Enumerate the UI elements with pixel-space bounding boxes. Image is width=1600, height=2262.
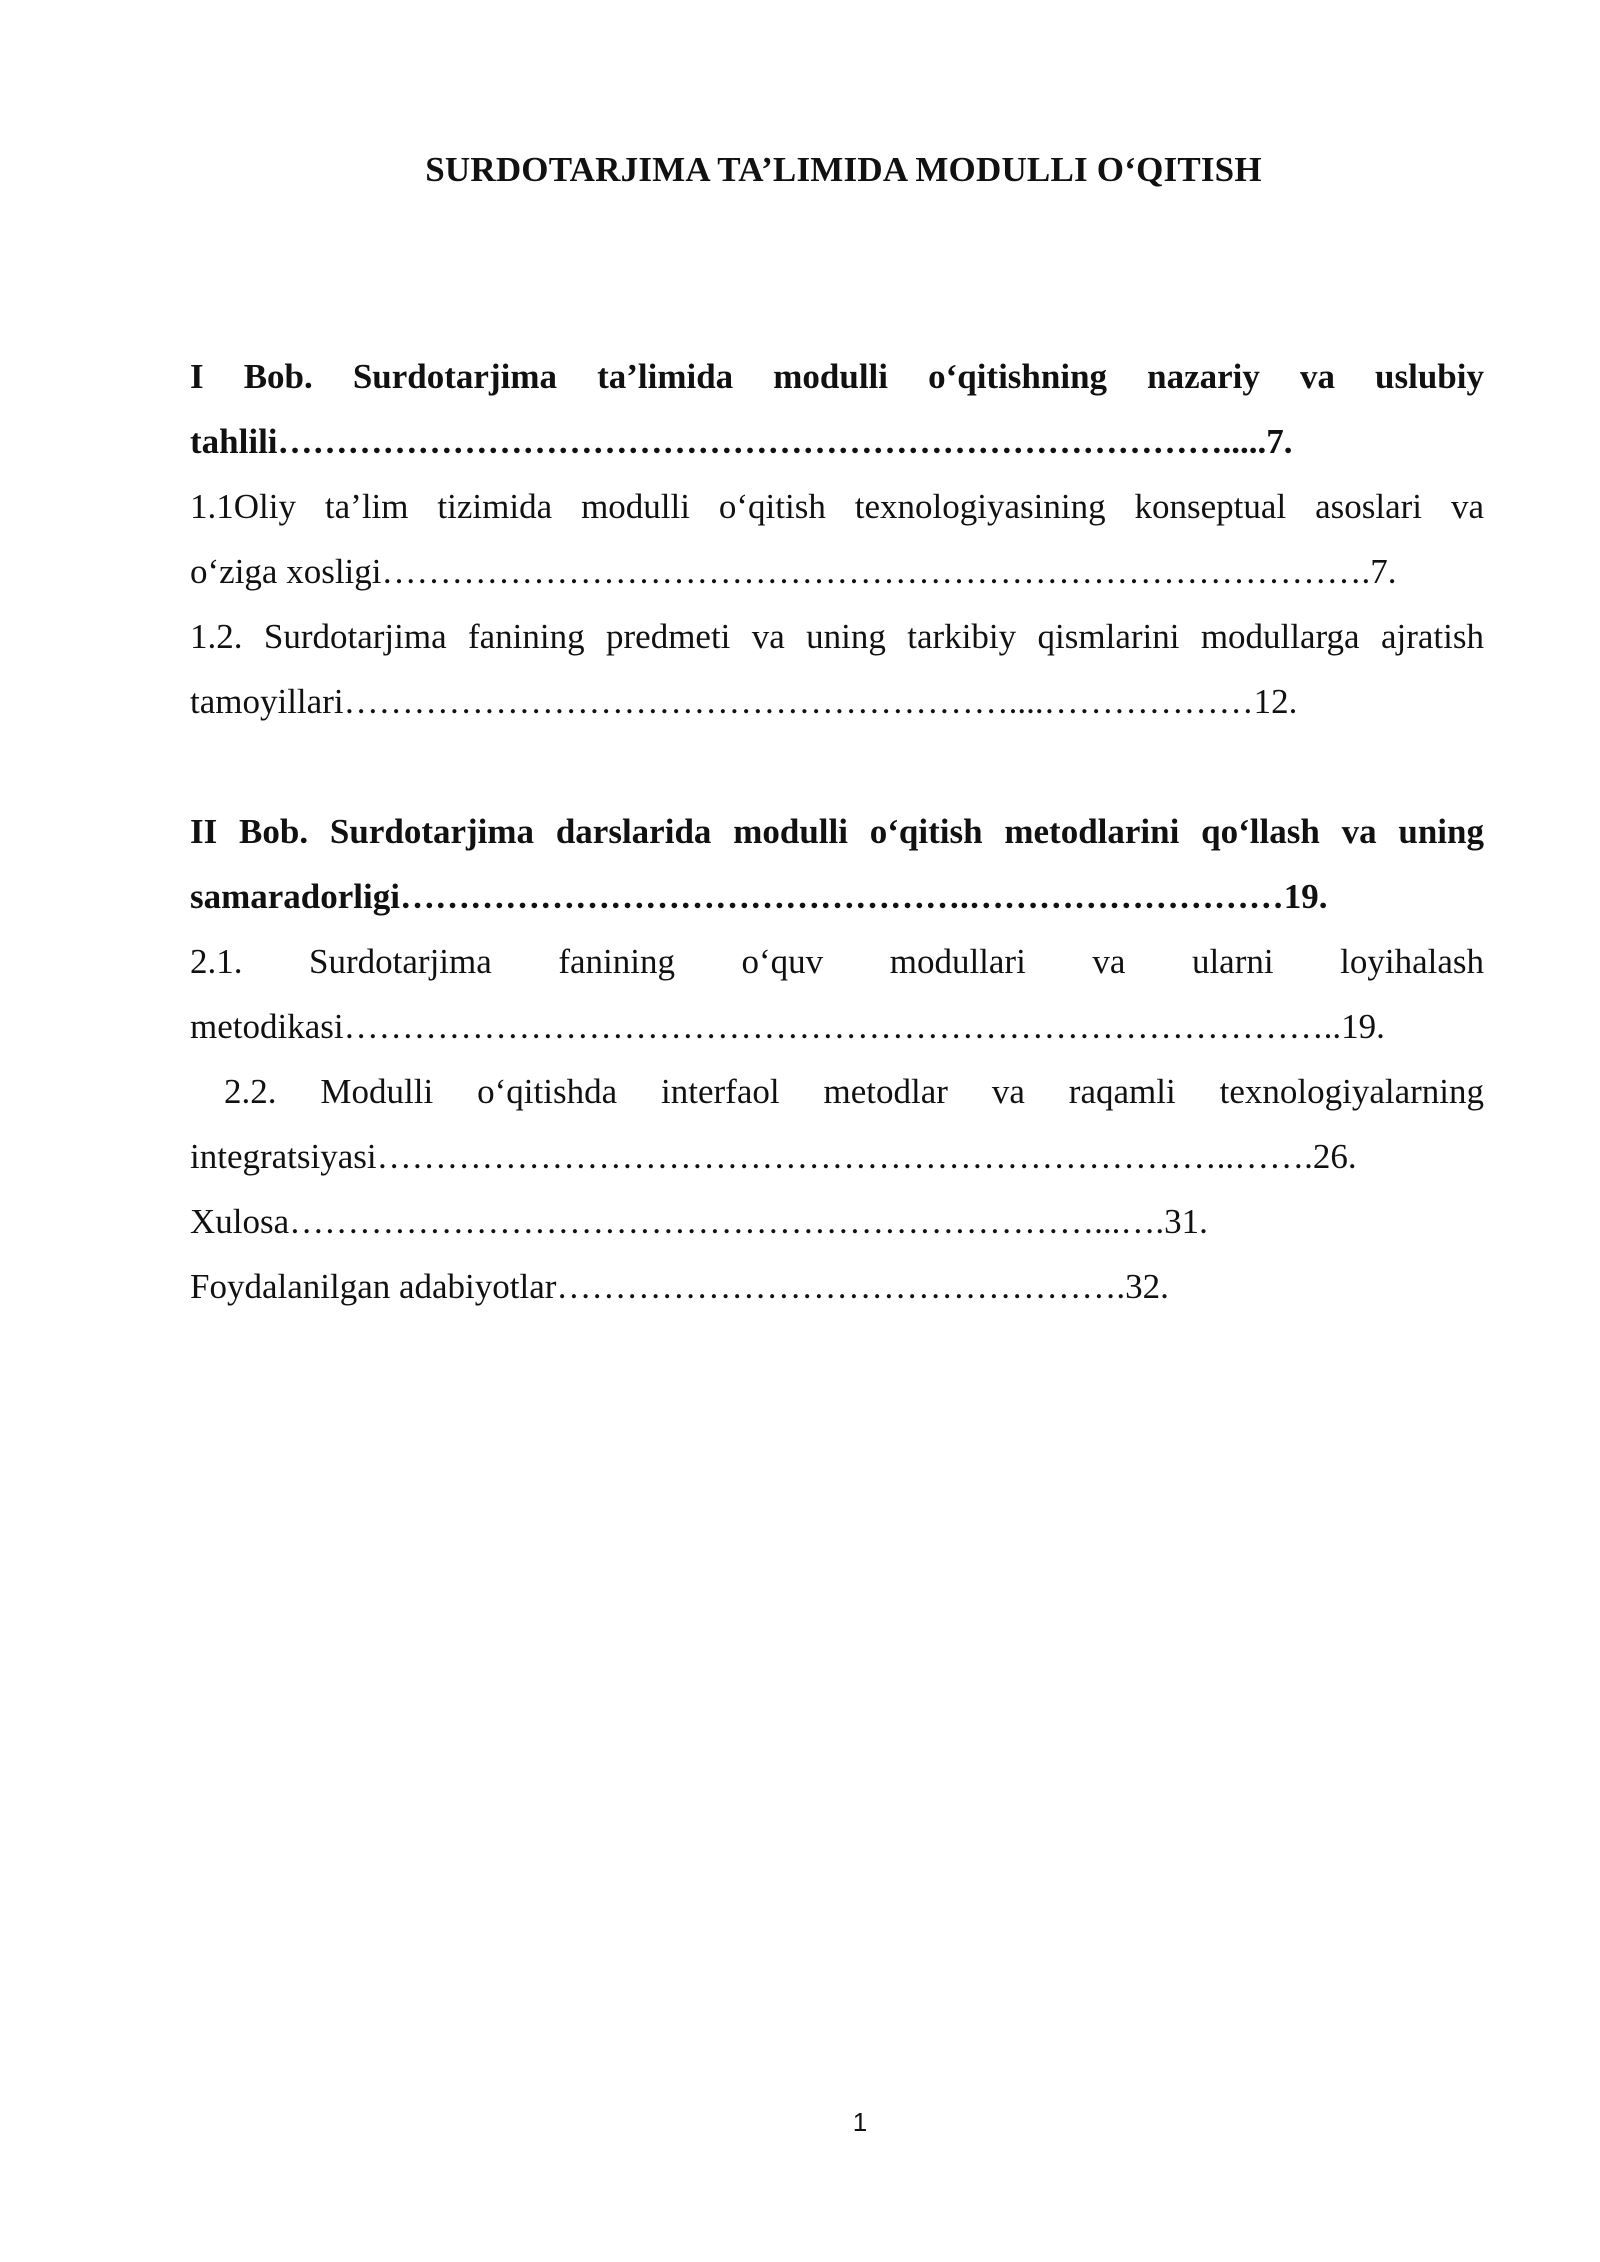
toc-section-2-2-page-ref: integratsiyasi………………………………………………………………..…….26.: [190, 1137, 1357, 1176]
toc-section-2-2: [190, 1059, 1484, 1189]
document-title: SURDOTARJIMA TA’LIMIDA MODULLI O‘QITISH: [425, 150, 1262, 189]
table-of-contents: [190, 344, 1484, 1319]
toc-section-2-2-title: 2.2. Modulli o‘qitishda interfaol metodlar va raqamli texnologiyalarning: [224, 1072, 1484, 1111]
toc-section-1-1: [190, 474, 1484, 604]
toc-chapter-2-page-ref: samaradorligi………………………………………….………………………19.: [190, 877, 1328, 916]
toc-chapter-2-title: II Bob. Surdotarjima darslarida modulli o‘qitish metodlarini qo‘llash va uning: [190, 812, 1484, 851]
toc-section-1-1-title: 1.1Oliy ta’lim tizimida modulli o‘qitish texnologiyasining konseptual asoslari va: [190, 487, 1484, 526]
chapter-spacer: [190, 734, 1484, 799]
toc-chapter-1-title: I Bob. Surdotarjima ta’limida modulli o‘qitishning nazariy va uslubiy: [190, 357, 1484, 396]
toc-chapter-2: [190, 799, 1484, 929]
toc-chapter-1-page-ref: tahlili……………………………………………………………………….....7.: [190, 422, 1293, 461]
toc-chapter-1: [190, 344, 1484, 474]
toc-section-1-2-page-ref: tamoyillari…………………………………………………....………………12.: [190, 682, 1298, 721]
toc-section-1-1-page-ref: o‘ziga xosligi………………………………………………………………………….7.: [190, 552, 1397, 591]
toc-section-2-1-title: 2.1. Surdotarjima fanining o‘quv modullari va ularni loyihalash: [190, 942, 1484, 981]
toc-section-1-2-title: 1.2. Surdotarjima fanining predmeti va uning tarkibiy qismlarini modullarga ajratish: [190, 617, 1484, 656]
toc-section-1-2: [190, 604, 1484, 734]
toc-references: Foydalanilgan adabiyotlar………………………………………….32.: [190, 1267, 1169, 1306]
toc-conclusion: Xulosa……………………………………………………………...….31.: [190, 1202, 1208, 1241]
toc-section-2-1: [190, 929, 1484, 1059]
toc-section-2-1-page-ref: metodikasi…………………………………………………………………………..19.: [190, 1007, 1385, 1046]
page-number: 1: [852, 2107, 868, 2137]
